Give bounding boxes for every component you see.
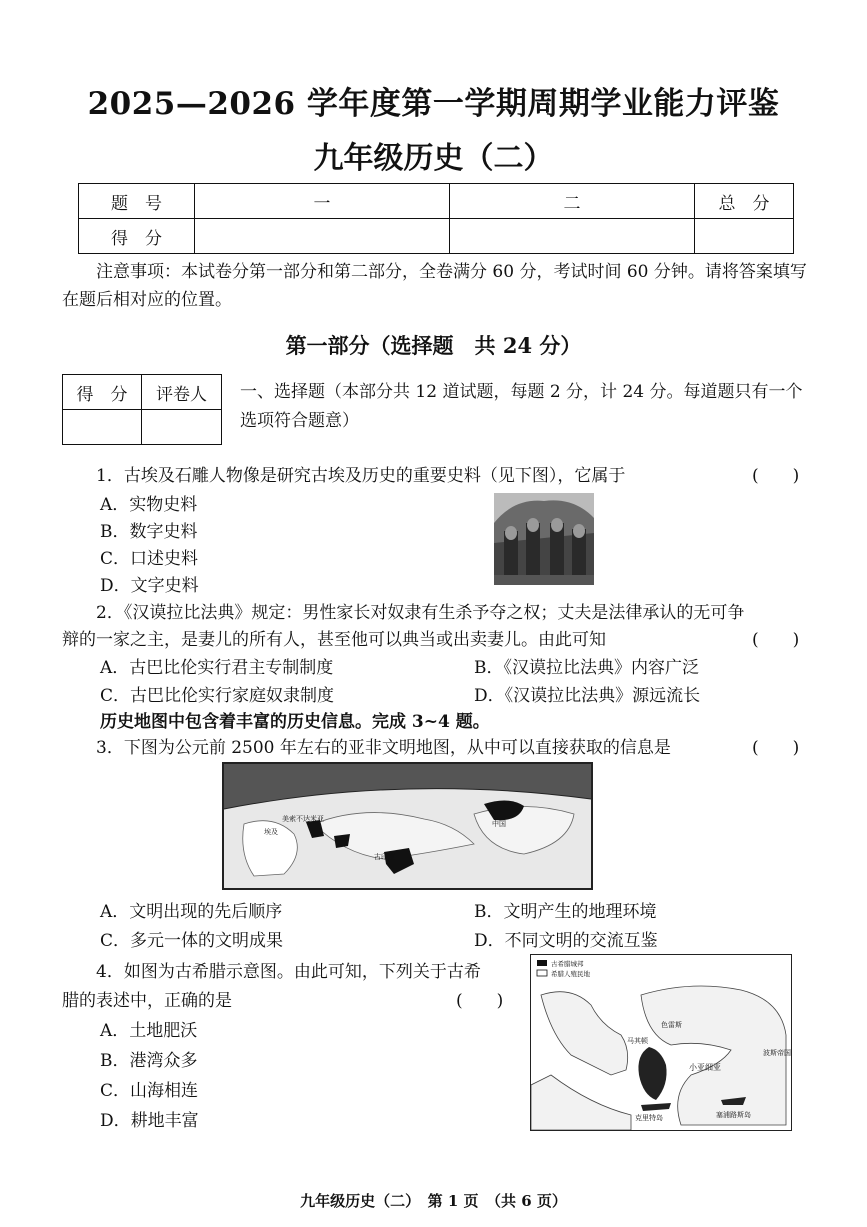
map3-label-china: 中国 (492, 820, 506, 828)
map4-legend-city-states: 古希腊城邦 (551, 960, 584, 968)
q3-option-c[interactable]: C．多元一体的文明成果 (100, 931, 284, 951)
q3-option-a[interactable]: A．文明出现的先后顺序 (100, 902, 283, 922)
q3-option-d[interactable]: D．不同文明的交流互鉴 (474, 931, 658, 951)
q4-option-a[interactable]: A．土地肥沃 (100, 1021, 198, 1041)
map4-label-thrace: 色雷斯 (661, 1021, 682, 1029)
asia-africa-civilization-map (222, 762, 593, 890)
score-cell-part1[interactable] (195, 219, 450, 254)
score-cell-part2[interactable] (450, 219, 695, 254)
grader-score-cell[interactable] (63, 410, 142, 445)
q3-stem: 3．下图为公元前 2500 年左右的亚非文明地图，从中可以直接获取的信息是 (96, 738, 671, 758)
score-cell-total[interactable] (695, 219, 794, 254)
map4-label-macedonia: 马其顿 (627, 1037, 648, 1045)
map4-legend-colonies: 希腊人殖民地 (551, 970, 590, 978)
q1-answer-paren[interactable]: ( ) (752, 466, 800, 486)
score-header-total: 总 分 (695, 184, 794, 219)
section1-title: 第一部分（选择题 共 24 分） (285, 333, 582, 358)
map3-label-egypt: 埃及 (264, 828, 278, 836)
map3-label-mesopotamia: 美索不达米亚 (282, 815, 324, 823)
q3-answer-paren[interactable]: ( ) (752, 738, 800, 758)
map4-label-asia-minor: 小亚细亚 (689, 1063, 721, 1072)
score-table (78, 183, 794, 254)
q1-option-a[interactable]: A．实物史料 (100, 495, 198, 515)
page-footer: 九年级历史（二） 第 1 页 （共 6 页） (300, 1192, 567, 1210)
score-row-label: 得 分 (79, 219, 195, 254)
q1-option-d[interactable]: D．文字史料 (100, 576, 199, 596)
score-header-part2: 二 (450, 184, 695, 219)
map4-label-cyprus: 塞浦路斯岛 (716, 1111, 751, 1119)
ancient-greece-map (530, 954, 792, 1131)
q4-stem-line1: 4．如图为古希腊示意图。由此可知，下列关于古希 (96, 962, 481, 982)
q1-stem: 1．古埃及石雕人物像是研究古埃及历史的重要史料（见下图），它属于 (96, 466, 626, 486)
q2-stem-line1: 2．《汉谟拉比法典》规定：男性家长对奴隶有生杀予夺之权；丈夫是法律承认的无可争 (96, 603, 745, 623)
score-header-part1: 一 (195, 184, 450, 219)
q2-answer-paren[interactable]: ( ) (752, 630, 800, 650)
q1-option-c[interactable]: C．口述史料 (100, 549, 199, 569)
q4-option-d[interactable]: D．耕地丰富 (100, 1111, 199, 1131)
q2-option-b[interactable]: B．《汉谟拉比法典》内容广泛 (474, 658, 699, 678)
q3-option-b[interactable]: B．文明产生的地理环境 (474, 902, 657, 922)
grader-score-label: 得 分 (63, 375, 142, 410)
map3-label-india: 古印度 (374, 853, 395, 861)
q4-answer-paren[interactable]: ( ) (456, 991, 504, 1011)
q2-stem-line2: 辩的一家之主，是妻儿的所有人，甚至他可以典当或出卖妻儿。由此可知 (62, 630, 606, 650)
q1-option-b[interactable]: B．数字史料 (100, 522, 198, 542)
exam-subtitle: 九年级历史（二） (313, 141, 554, 176)
map4-label-crete: 克里特岛 (635, 1114, 663, 1122)
q2-option-c[interactable]: C．古巴比伦实行家庭奴隶制度 (100, 686, 335, 706)
score-header-label: 题 号 (79, 184, 195, 219)
map4-label-persia: 波斯帝国 (763, 1049, 791, 1057)
intro-3-4: 历史地图中包含着丰富的历史信息。完成 3~4 题。 (100, 712, 490, 732)
exam-title: 2025—2026 学年度第一学期周期学业能力评鉴 (87, 86, 780, 122)
grader-name-cell[interactable] (142, 410, 222, 445)
q4-option-c[interactable]: C．山海相连 (100, 1081, 199, 1101)
egypt-statue-image (494, 493, 594, 585)
q4-option-b[interactable]: B．港湾众多 (100, 1051, 198, 1071)
q4-stem-line2: 腊的表述中，正确的是 (62, 991, 232, 1011)
part1-instruction: 一、选择题（本部分共 12 道试题，每题 2 分，计 24 分。每道题只有一个选项符合题意） (240, 382, 803, 431)
notice-text: 注意事项：本试卷分第一部分和第二部分，全卷满分 60 分，考试时间 60 分钟。请将答案填写在题后相对应的位置。 (62, 262, 807, 310)
q2-option-d[interactable]: D．《汉谟拉比法典》源远流长 (474, 686, 701, 706)
grader-table (62, 374, 222, 445)
grader-name-label: 评卷人 (142, 375, 222, 410)
q2-option-a[interactable]: A．古巴比伦实行君主专制制度 (100, 658, 334, 678)
